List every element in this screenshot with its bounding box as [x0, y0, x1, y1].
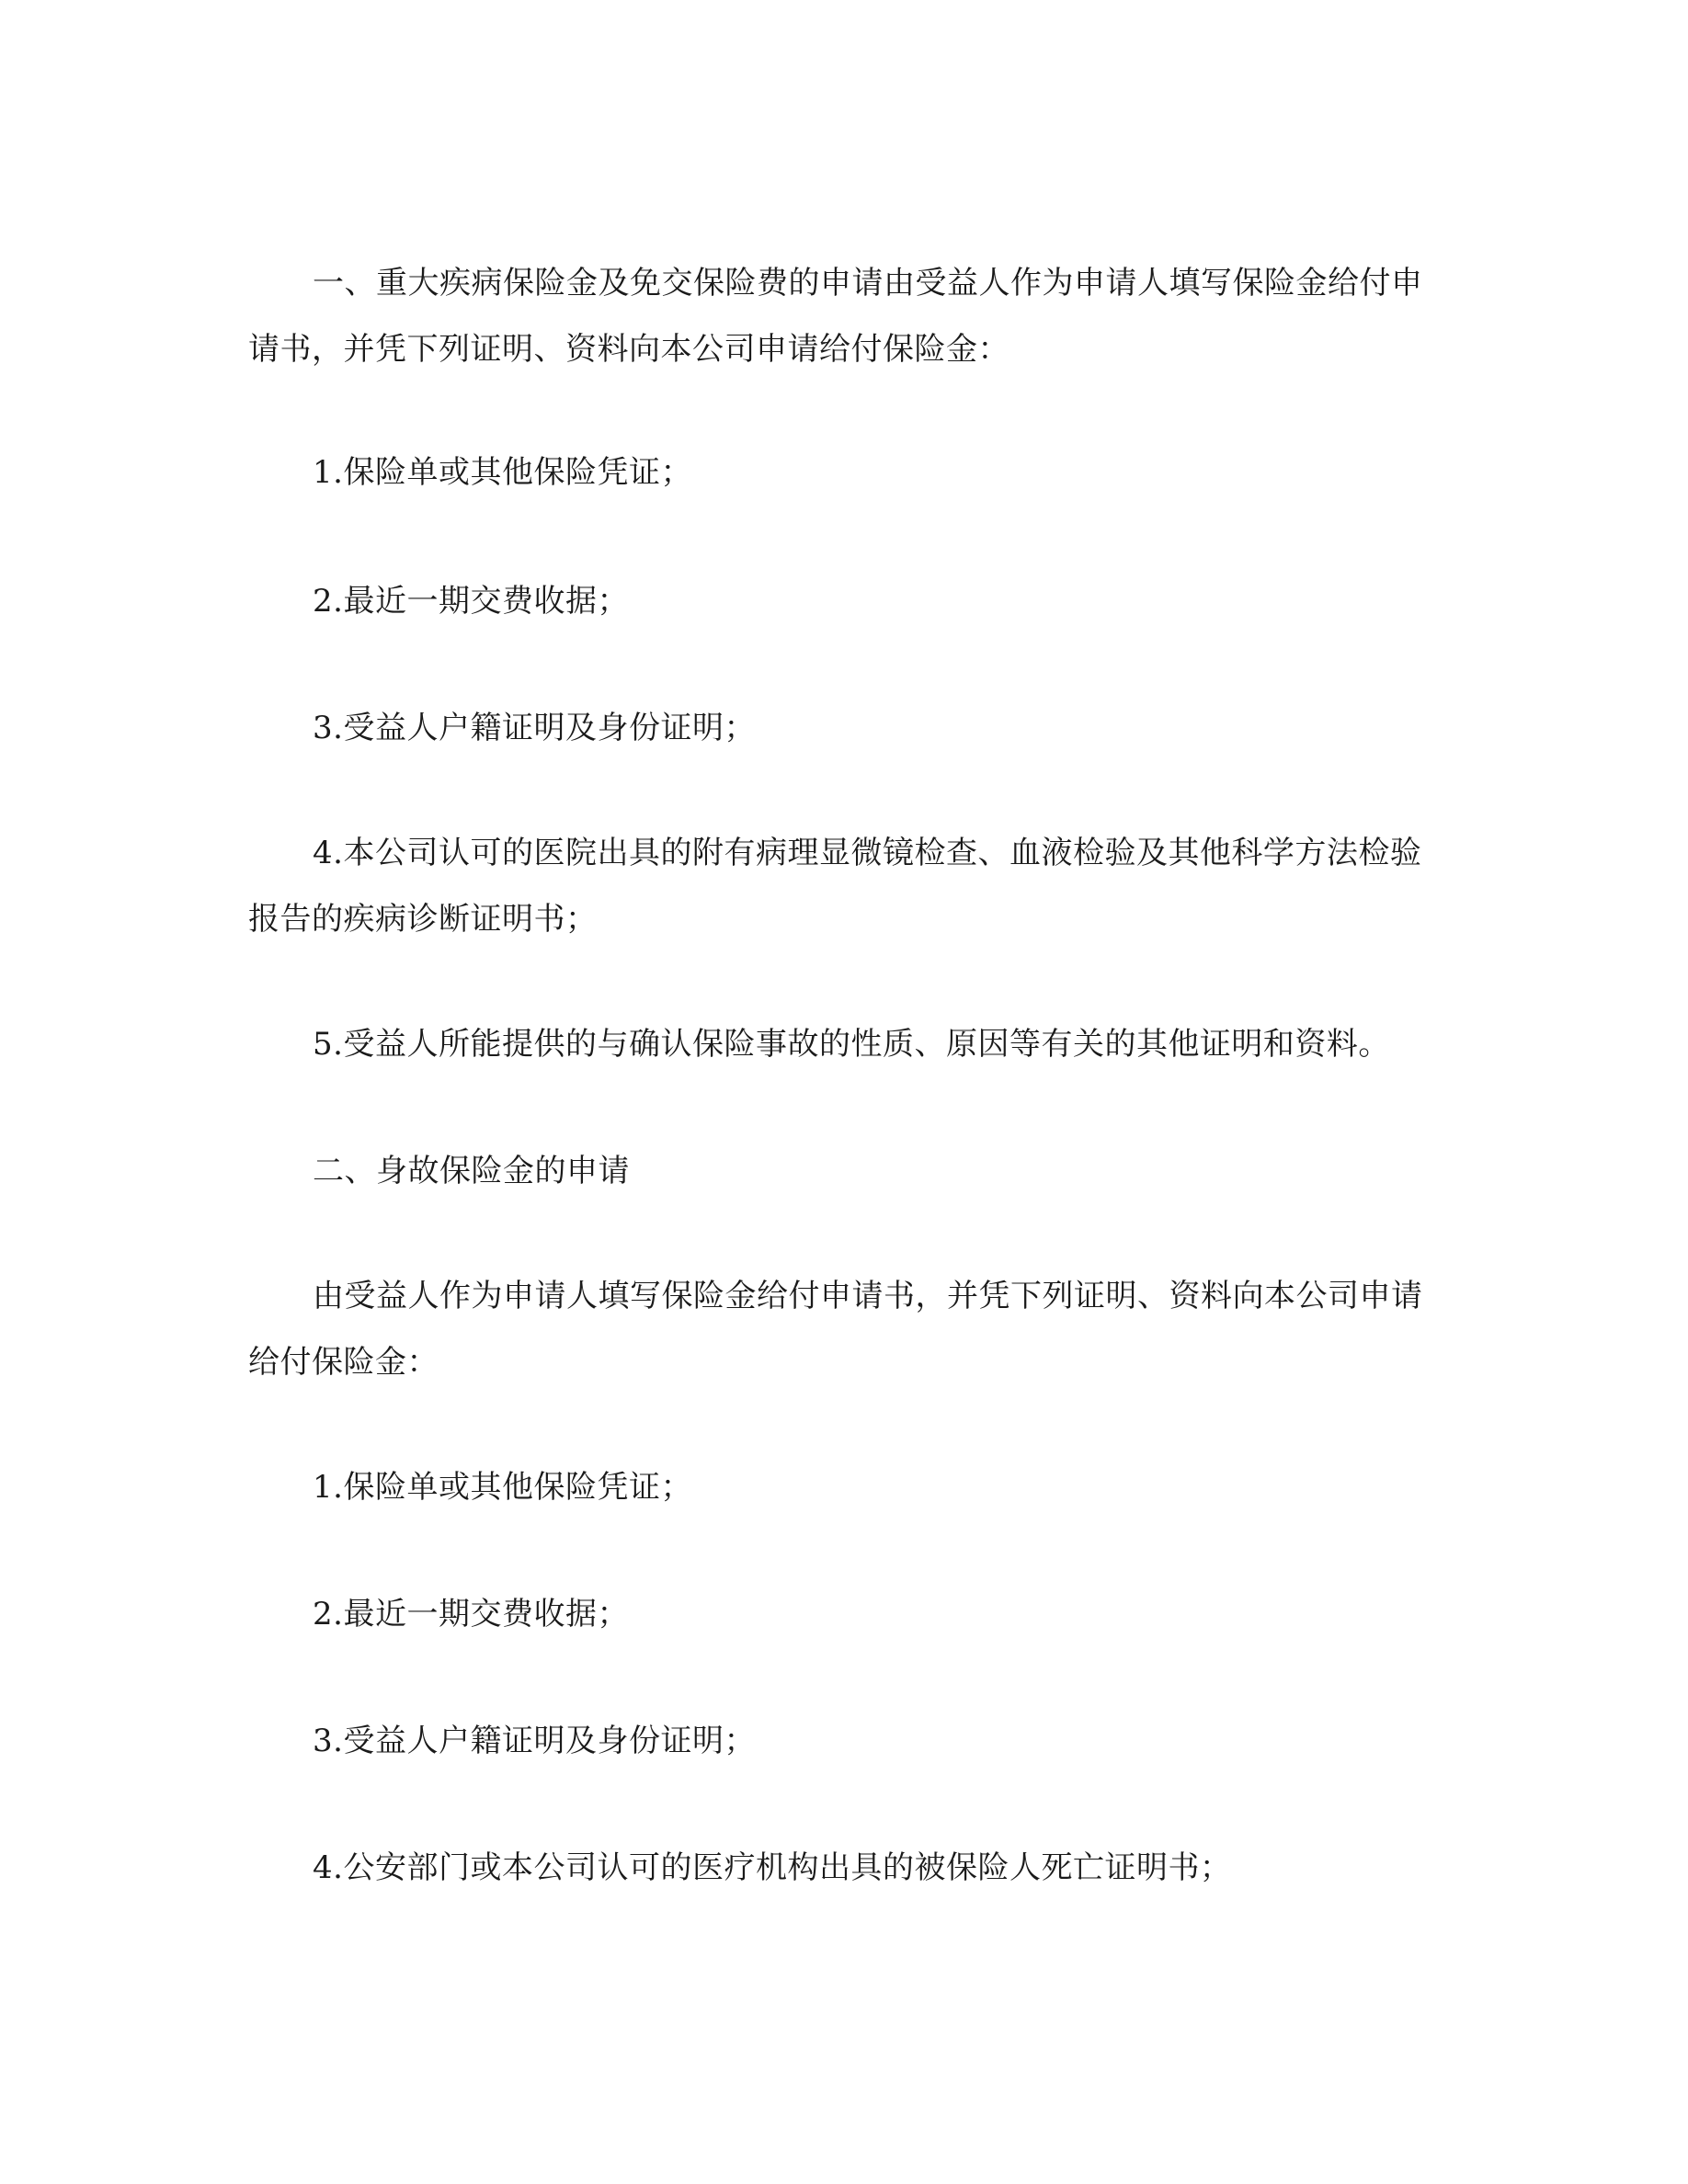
- section2-item-4: 4.公安部门或本公司认可的医疗机构出具的被保险人死亡证明书；: [313, 1849, 1232, 1886]
- section1-item-2: 2.最近一期交费收据；: [313, 583, 629, 620]
- section2-intro: 由受益人作为申请人填写保险金给付申请书，并凭下列证明、资料向本公司申请给付保险金：: [248, 1278, 1423, 1381]
- section1-item-1: 1.保险单或其他保险凭证；: [313, 454, 692, 491]
- section2-item-1: 1.保险单或其他保险凭证；: [313, 1469, 692, 1506]
- section2-item-2: 2.最近一期交费收据；: [313, 1596, 629, 1632]
- section1-item-4: 4.本公司认可的医院出具的附有病理显微镜检查、血液检验及其他科学方法检验报告的疾病诊断证明书；: [248, 835, 1422, 938]
- section1-item-3: 3.受益人户籍证明及身份证明；: [313, 710, 756, 746]
- section2-heading: 二、身故保险金的申请: [313, 1153, 630, 1189]
- section2-item-3: 3.受益人户籍证明及身份证明；: [313, 1723, 756, 1759]
- section1-intro: 一、重大疾病保险金及免交保险费的申请由受益人作为申请人填写保险金给付申请书，并凭下列证明、资料向本公司申请给付保险金：: [248, 265, 1423, 368]
- section1-item-5: 5.受益人所能提供的与确认保险事故的性质、原因等有关的其他证明和资料。: [313, 1026, 1390, 1063]
